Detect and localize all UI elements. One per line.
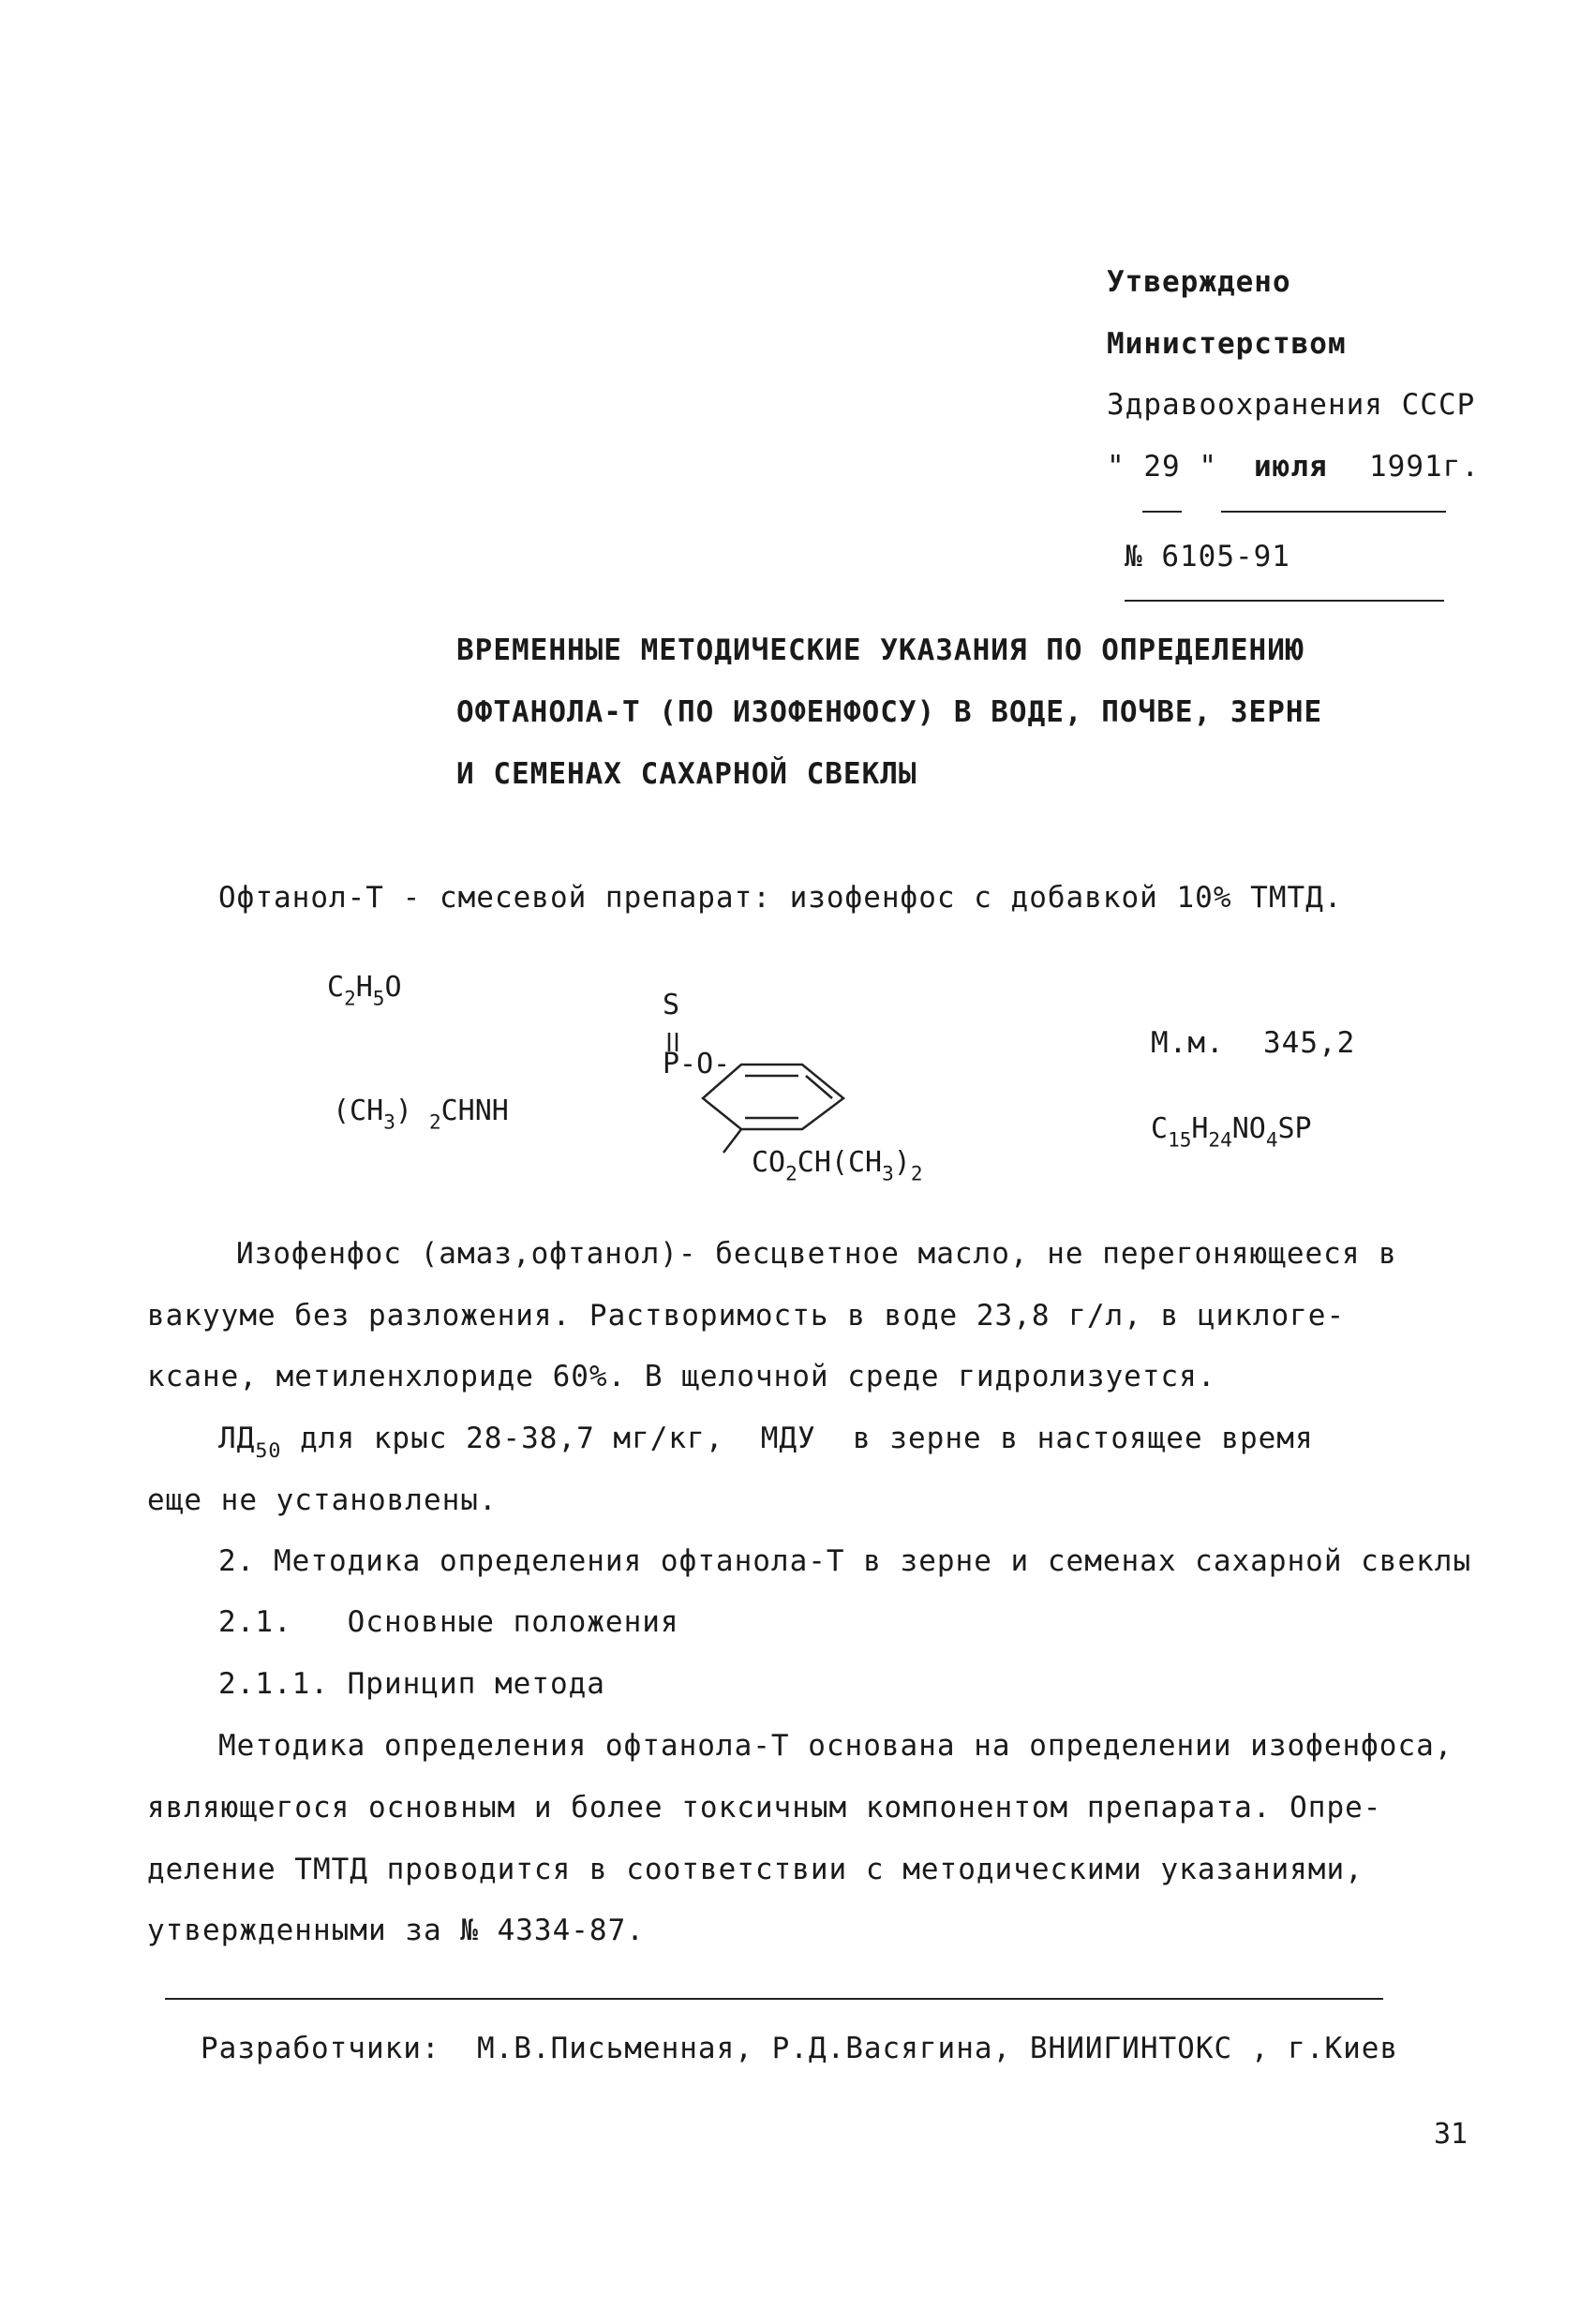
day-underline [1142,511,1182,513]
section-2-heading: 2. Методика определения офтанола-Т в зерне и семенах сахарной свеклы [218,1544,1472,1578]
approval-line-2: Министерством [1107,327,1347,361]
number-underline [1125,600,1444,602]
structure-p-label: P-O- [663,1048,731,1080]
section-2-1-1-heading: 2.1.1. Принцип метода [218,1667,605,1701]
section-2-1-heading: 2.1. Основные положения [218,1605,679,1639]
benzene-ring-diagram [656,993,918,1171]
month-underline [1221,511,1446,513]
structure-bottom-group: $CO_2CH(CH_3)_2$ [752,1146,923,1185]
developers-footnote: Разработчики: М.В.Письменная, Р.Д.Васягина, ВНИИГИНТОКС , г.Киев [201,2032,1399,2065]
para3-line4: утвержденными за № 4334-87. [147,1914,645,1947]
title-line-1: ВРЕМЕННЫЕ МЕТОДИЧЕСКИЕ УКАЗАНИЯ ПО ОПРЕДЕЛЕНИЮ [456,633,1304,667]
structure-left-bottom: $(CH_3)$ $_2$CHNH [333,1095,509,1134]
title-line-2: ОФТАНОЛА-Т (ПО ИЗОФЕНФОСУ) В ВОДЕ, ПОЧВЕ, ЗЕРНЕ [456,695,1323,729]
para3-line1: Методика определения офтанола-Т основана на определении изофенфоса, [218,1729,1453,1763]
ring-substituent-bond [723,1129,741,1153]
page-number: 31 [1434,2118,1468,2151]
approval-line-3: Здравоохранения СССР [1107,388,1476,422]
intro-text: Офтанол-Т - смесевой препарат: изофенфос с добавкой 10% ТМТД. [218,881,1343,915]
approval-date-year: 1991г. [1369,450,1480,484]
para3-line2: являющегося основным и более токсичным компонентом препарата. Опре- [147,1791,1382,1825]
para3-line3: деление ТМТД проводится в соответствии с методическими указаниями, [147,1853,1364,1886]
footnote-separator [165,1998,1383,2000]
para1-line1: Изофенфос (амаз,офтанол)- бесцветное масло, не перегоняющееся в [236,1237,1397,1271]
approval-date-day: " 29 " [1107,450,1217,484]
structure-left-top: $C_2H_5O$ [327,971,402,1010]
approval-line-1: Утверждено [1107,265,1291,299]
molar-mass-value: 345,2 [1263,1026,1356,1060]
structure-s-label: S [663,989,680,1021]
para2-line2: еще не установлены. [147,1483,498,1517]
para1-line2: вакууме без разложения. Растворимость в воде 23,8 г/л, в циклоге- [147,1299,1346,1333]
approval-number: № 6105-91 [1125,540,1290,574]
title-line-3: И СЕМЕНАХ САХАРНОЙ СВЕКЛЫ [456,757,917,791]
molar-mass-label: М.м. [1151,1026,1225,1060]
ld50-line: $ЛД_{50}$ для крыс 28-38,7 мг/кг, МДУ в зерне в настоящее время [218,1422,1314,1463]
approval-date-month: июля [1254,450,1328,484]
molecular-formula: $C_{15}H_{24}NO_4SP$ [1151,1112,1312,1152]
benzene-ring [703,1065,843,1129]
para1-line3: ксане, метиленхлориде 60%. В щелочной среде гидролизуется. [147,1360,1216,1393]
